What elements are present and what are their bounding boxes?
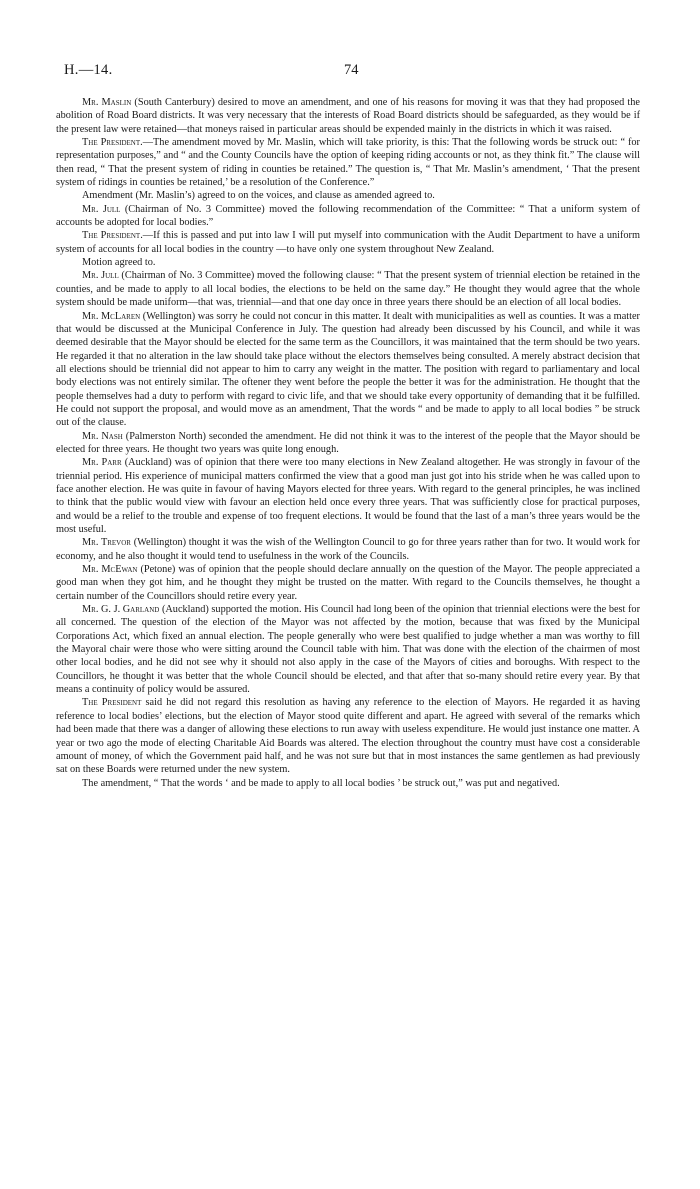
speaker-name: The President <box>82 137 141 149</box>
paragraph-text: (Petone) was of opinion that the people should declare annually on the question of the Mayor. The people appreciated a good man when they got him, and he thought they might be trusted on the matter. With regard to the Councils themselves, he thought a certain number of the Councillors should retire every year. <box>56 564 640 602</box>
speaker-name: The President <box>82 697 142 709</box>
paragraph-text: (South Canterbury) desired to move an amendment, and one of his reasons for moving it was that they had proposed the abolition of Road Board districts. It was very necessary that the interests of Road Board districts should be safeguarded, as they would be if the present law were retained—that moneys raised in particular areas should be expended mainly in the districts in which it was raised. <box>56 97 640 135</box>
speaker-name: Mr. Trevor <box>82 537 131 549</box>
paragraph-text: said he did not regard this resolution as having any reference to the election of Mayors. He regarded it as having reference to local bodies’ elections, but the election of Mayor stood quite different and apart. He agreed with several of the remarks which had been made that there was a danger of allowing these elections to run away with useless expenditure. He would just instance one matter. A year or two ago the mode of electing Charitable Aid Boards was altered. The election throughout the country must have cost a considerable amount of money, of which the Government paid half, and he was not sure but that in most instances the same gentlemen as had previously sat on these Boards were returned under the new system. <box>56 697 640 776</box>
speaker-name: Mr. Parr <box>82 457 122 469</box>
paragraph <box>56 563 640 603</box>
speaker-name: Mr. Maslin <box>82 97 132 108</box>
speaker-name: The President <box>82 230 141 242</box>
paragraph <box>56 203 640 230</box>
report-reference: H.—14. <box>64 62 113 78</box>
paragraph-text: (Chairman of No. 3 Committee) moved the following recommendation of the Committee: “ That a uniform system of accounts be adopted for local bodies.” <box>56 203 641 229</box>
page-number: 74 <box>344 62 359 78</box>
page-header <box>64 62 636 82</box>
speaker-name: Mr. Jull <box>82 270 119 282</box>
paragraph-text: (Auckland) was of opinion that there were too many elections in New Zealand altogether. He was strongly in favour of the triennial period. His experience of municipal matters confirmed the view that a good man just got into his stride when he was called upon to face another election. He was quite in favour of having Mayors elected for three years. With regard to the general principles, he was inclined to think that the public would view with favour an election held once every three years. That was sufficiently close for practical purposes, and would be a relief to the trouble and expense of too frequent elections. It would be found that the last of a man’s three years would be the most useful. <box>56 457 640 535</box>
paragraph <box>56 229 640 256</box>
paragraph-text: (Wellington) was sorry he could not concur in this matter. It dealt with municipalities as well as counties. It was a matter that would be discussed at the Municipal Conference in July. The question had already been discussed by his Council, and while it was deemed desirable that the Mayor should be elected for the same term as the Councillors, it was maintained that the term should be two years. He regarded it that no alteration in the law should take place without the electors themselves being consulted. A merely abstract decision that all elections should be triennial did not appear to him to carry any weight in the matter. The position with regard to parliamentary and local body elections was not entirely similar. The oftener they went before the people the better it was for the administration. He thought that the people themselves had a duty to perform with regard to civic life, and that we should take every opportunity of demanding that it be fulfilled. He could not support the proposal, and would move as an amendment, That the words “ and be made to apply to all local bodies ” be struck out of the clause. <box>56 310 640 429</box>
paragraph-text: (Wellington) thought it was the wish of the Wellington Council to go for three years rather than for two. It would work for economy, and he also thought it would tend to usefulness in the work of the Councils. <box>56 537 640 562</box>
speaker-name: Mr. McLaren <box>82 310 141 322</box>
paragraph-text: (Chairman of No. 3 Committee) moved the following clause: “ That the present system of triennial election be retained in the counties, and be made to apply to all local bodies, the elections to be held on the same day.” He thought they would agree that the whole system should be made uniform—that was, triennial—and that one day once in three years there should be an election of all local bodies. <box>56 270 640 309</box>
paragraph-text: (Auckland) supported the motion. His Council had long been of the opinion that triennial elections were the best for all concerned. The question of the election of the Mayor was not affected by the motion, because that was fixed by the Municipal Corporations Act, which fixed an annual election. The people generally who were best qualified to judge whether a man was worthy to fill the Mayoral chair were those who were sitting around the Council table with him. That was done with the election of the chairmen of most other local bodies, and he did not see why it should not also apply in the case of the Mayors of cities and boroughs. With respect to the Councillors, he thought it was better that the whole Council should be elected, and that after that so-many should retire every year. By that means a continuity of policy would be assured. <box>56 604 640 696</box>
speaker-name: Mr. Nash <box>82 430 123 442</box>
paragraph <box>56 189 640 202</box>
paragraph-text: Motion agreed to. <box>82 257 156 269</box>
paragraph-text: Amendment (Mr. Maslin’s) agreed to on the voices, and clause as amended agreed to. <box>82 190 435 202</box>
paragraph-text: .—If this is passed and put into law I will put myself into communication with the Audit Department to have a uniform system of accounts for all local bodies in the country —to have only one system throughout New Zealand. <box>56 230 640 255</box>
paragraph <box>56 456 640 536</box>
paragraph <box>56 96 640 136</box>
paragraph <box>56 696 640 776</box>
paragraph <box>56 777 640 790</box>
paragraph <box>56 136 640 189</box>
paragraph <box>56 256 640 269</box>
paragraph <box>56 430 640 457</box>
paragraph-text: (Palmerston North) seconded the amendment. He did not think it was to the interest of the people that the Mayor should be elected for three years. He thought two years was quite long enough. <box>56 430 640 455</box>
speaker-name: Mr. McEwan <box>82 564 138 576</box>
paragraph <box>56 603 640 696</box>
paragraph-text: .—The amendment moved by Mr. Maslin, which will take priority, is this: That the following words be struck out: “ for representation purposes,” and “ and the County Councils have the option of keeping riding accounts or not, as they think fit.” The clause will then read, “ That the present system of riding in counties be retained.” The question is, “ That Mr. Maslin’s amendment, ‘ That the present system of ridings in counties be retained,’ be a resolution of the Conference.” <box>56 137 640 189</box>
paragraph-text: The amendment, “ That the words ‘ and be made to apply to all local bodies ’ be struck out,” was put and negatived. <box>82 777 560 789</box>
paragraph <box>56 269 640 309</box>
speaker-name: Mr. Jull <box>82 203 121 215</box>
paragraph <box>56 310 640 430</box>
body-text <box>56 96 640 790</box>
paragraph <box>56 536 640 563</box>
speaker-name: Mr. G. J. Garland <box>82 604 160 616</box>
